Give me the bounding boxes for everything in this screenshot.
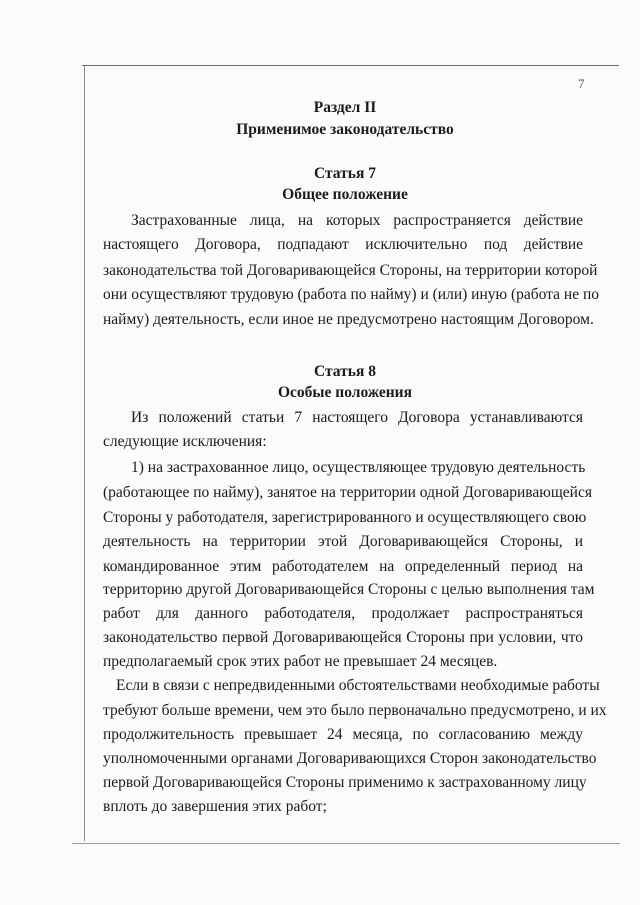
article-8-item-1-line: 1) на застрахованное лицо, осуществляющее трудовую деятельность: [131, 459, 586, 476]
article-8-item-1-line: территорию другой Договаривающейся Стороны с целью выполнения там: [103, 581, 595, 598]
article-7-line: Застрахованные лица, на которых распространяется действие: [131, 212, 583, 229]
article-8-item-1-line: Стороны у работодателя, зарегистрированного и осуществляющего свою: [103, 509, 587, 526]
frame-top-border: [82, 65, 619, 66]
article-7-line: законодательства той Договаривающейся Стороны, на территории которой: [103, 262, 598, 279]
article-7-line: они осуществляют трудовую (работа по найму) и (или) иную (работа не по: [103, 286, 599, 303]
article-8-subtitle: Особые положения: [278, 384, 412, 401]
article-8-item-1-continuation-line: первой Договаривающейся Стороны применимо к застрахованному лицу: [103, 774, 587, 791]
frame-bottom-border: [72, 843, 620, 844]
article-8-item-1-continuation-line: продолжительность превышает 24 месяца, по согласованию между: [103, 726, 583, 743]
article-8-item-1-continuation-line: Если в связи с непредвиденными обстоятельствами необходимые работы: [116, 677, 600, 694]
article-8-item-1-continuation-line: требуют больше времени, чем это было первоначально предусмотрено, и их: [103, 702, 607, 719]
frame-left-border: [84, 66, 85, 841]
article-8-item-1-line: командированное этим работодателем на определенный период на: [103, 558, 583, 575]
article-8-item-1-line: законодательство первой Договаривающейся Стороны при условии, что: [103, 629, 583, 646]
section-title: Раздел II: [313, 99, 377, 116]
article-7-title: Статья 7: [314, 165, 376, 182]
page-number: 7: [578, 76, 585, 91]
article-8-item-1-line: (работающее по найму), занятое на территории одной Договаривающейся: [103, 484, 592, 501]
article-7-line: найму) деятельность, если иное не предусмотрено настоящим Договором.: [103, 311, 594, 328]
article-8-item-1-line: работ для данного работодателя, продолжает распространяться: [103, 605, 583, 622]
article-8-title: Статья 8: [314, 363, 376, 380]
article-8-item-1-continuation-line: уполномоченными органами Договаривающихся Сторон законодательство: [103, 750, 597, 767]
article-7-subtitle: Общее положение: [282, 186, 408, 203]
article-8-item-1-continuation-line: вплоть до завершения этих работ;: [103, 798, 327, 815]
article-8-intro-line: Из положений статьи 7 настоящего Договора устанавливаются: [131, 409, 583, 426]
section-subtitle: Применимое законодательство: [236, 121, 454, 138]
article-8-item-1-line: деятельность на территории этой Договаривающейся Стороны, и: [103, 533, 583, 550]
article-8-intro-line: следующие исключения:: [103, 433, 267, 450]
article-7-line: настоящего Договора, подпадают исключительно под действие: [103, 236, 583, 253]
article-8-item-1-line: предполагаемый срок этих работ не превышает 24 месяцев.: [103, 653, 498, 670]
